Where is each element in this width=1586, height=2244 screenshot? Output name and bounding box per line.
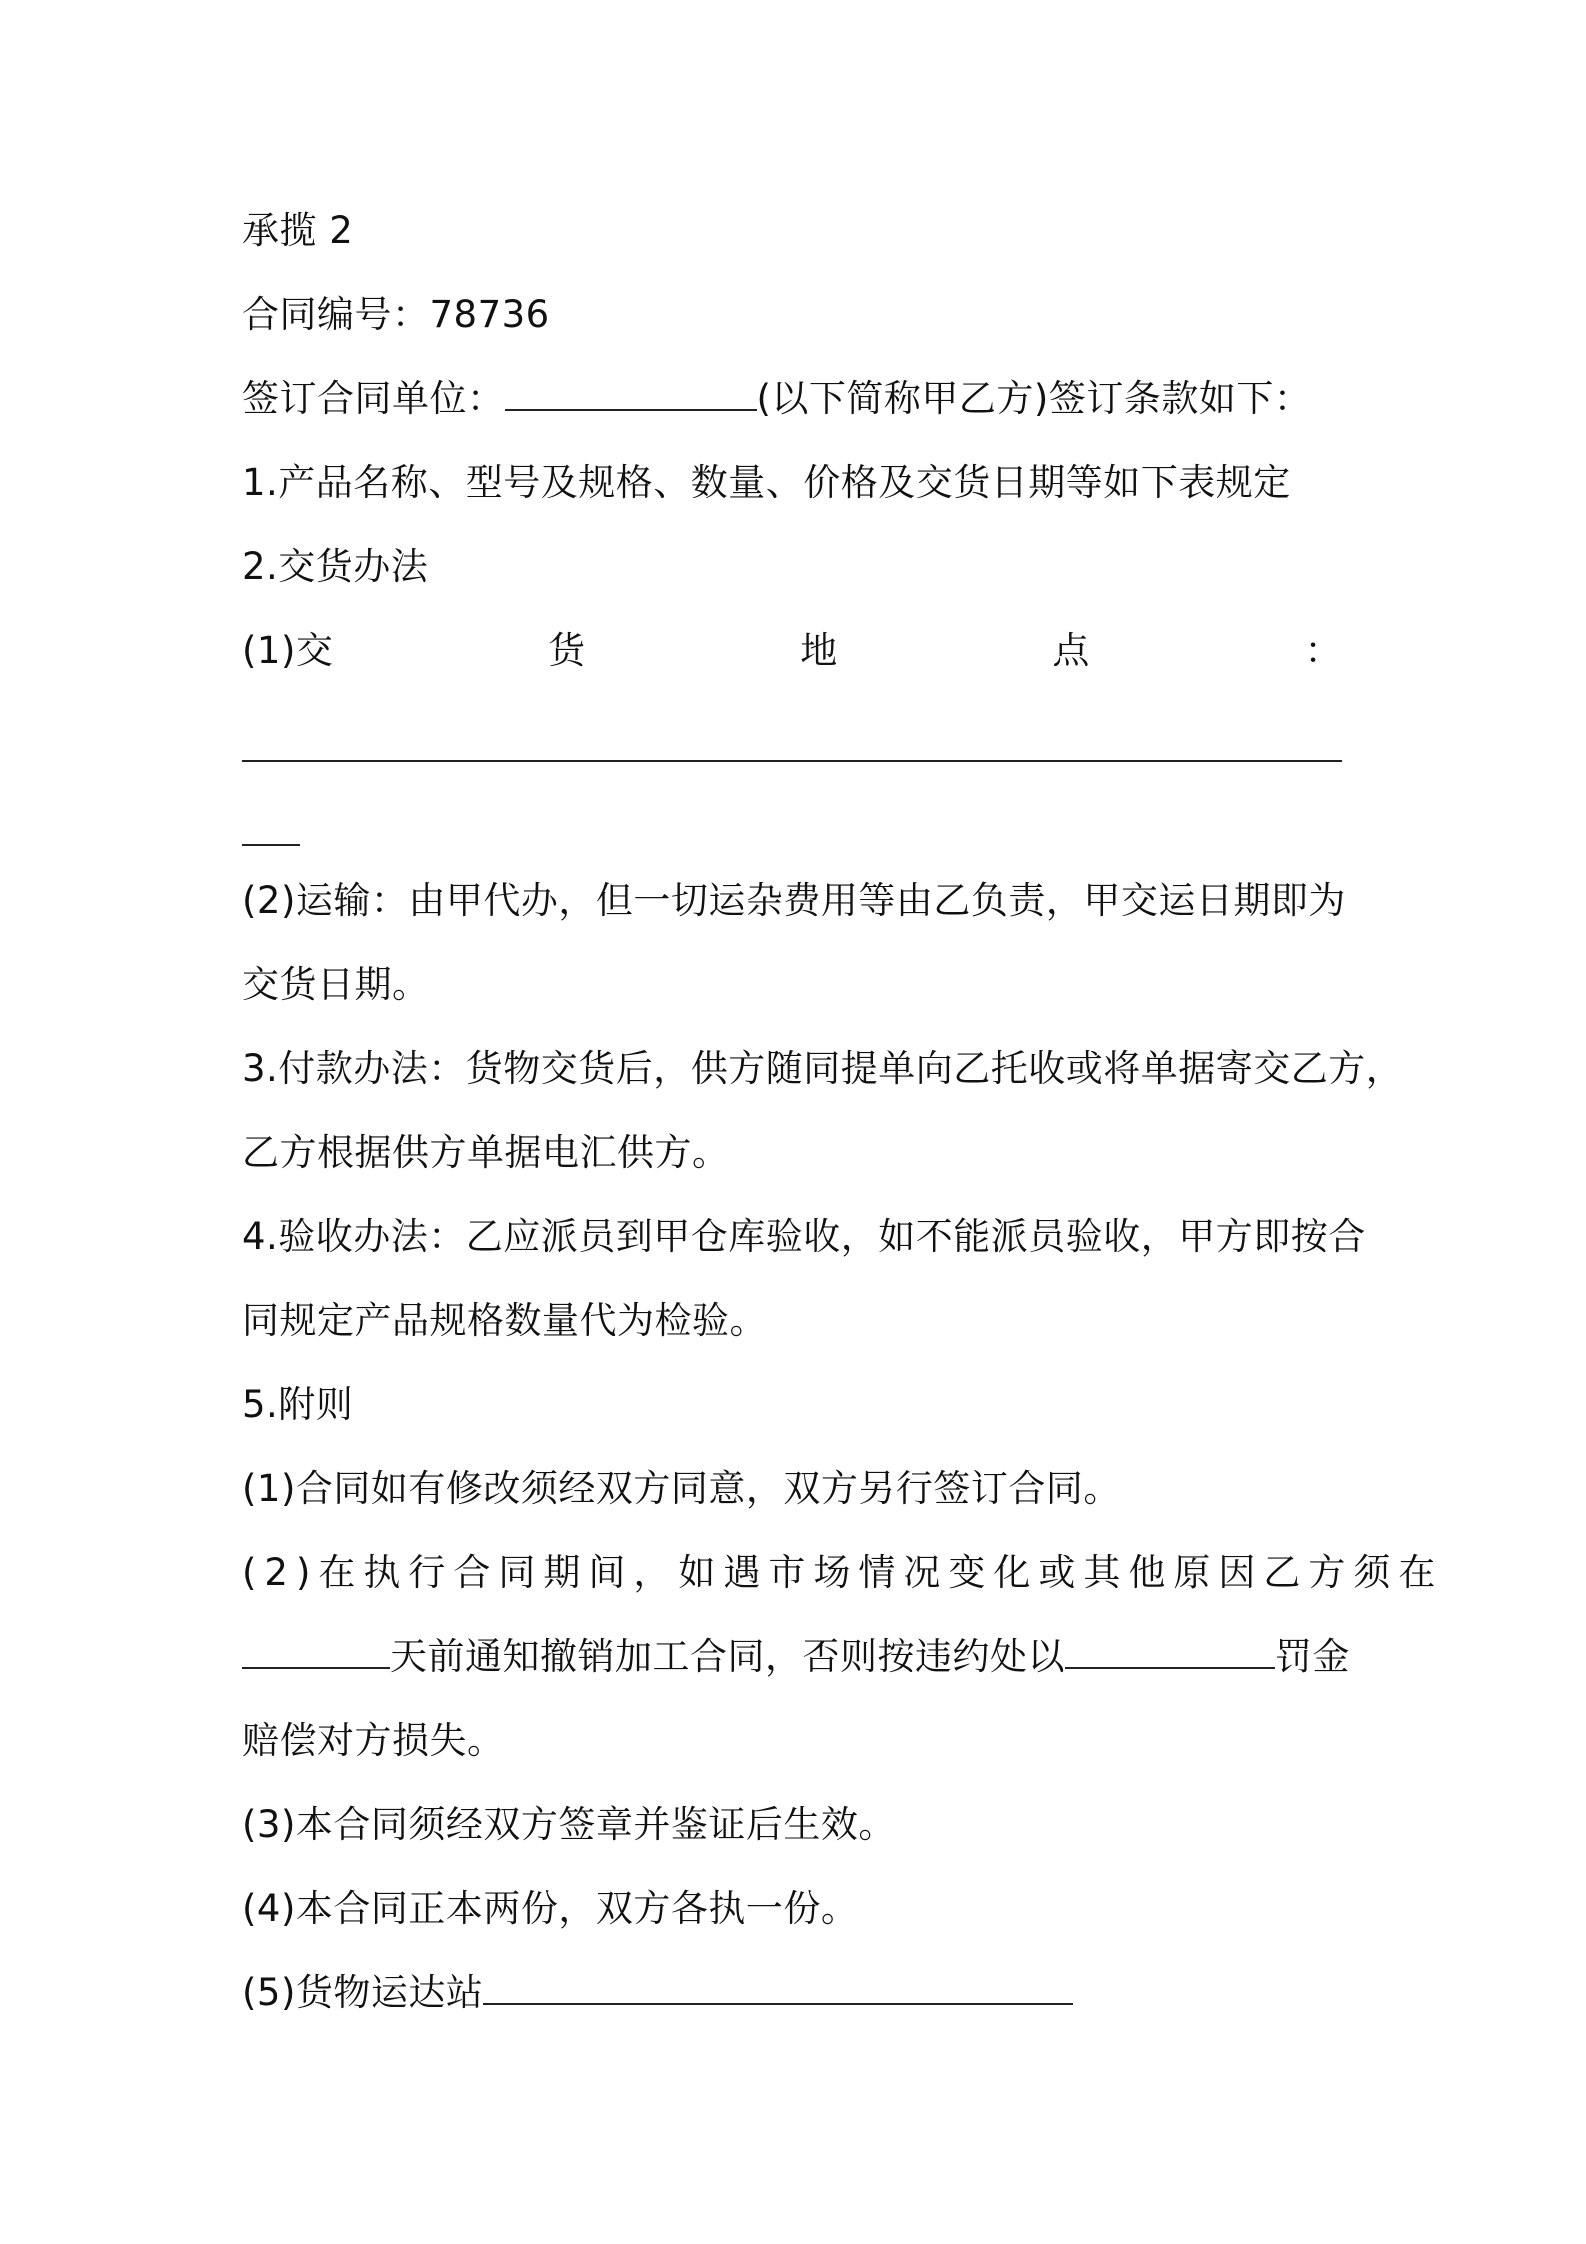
clause-2-heading: 2.交货办法 [242, 545, 429, 588]
rule-5 [242, 1968, 1073, 2018]
rule-5-prefix: (5)货物运达站 [242, 1971, 484, 2014]
delivery-place-blank-continuation [242, 844, 300, 846]
clause-1: 1.产品名称、型号及规格、数量、价格及交货日期等如下表规定 [242, 461, 1291, 504]
rule-3: (3)本合同须经双方签章并鉴证后生效。 [242, 1803, 896, 1846]
parties-suffix: (以下简称甲乙方)签订条款如下： [756, 377, 1312, 420]
contract-document [242, 0, 1444, 2244]
rule-2-line3: 赔偿对方损失。 [242, 1719, 505, 1762]
rule-4: (4)本合同正本两份，双方各执一份。 [242, 1887, 859, 1930]
delivery-place-line [242, 626, 1342, 676]
delivery-place-part: 地 [800, 629, 838, 672]
delivery-place-part: ： [1304, 629, 1342, 672]
delivery-place-blank-line [242, 760, 1342, 762]
contract-number: 合同编号：78736 [242, 293, 550, 336]
transport-clause-line1: (2)运输：由甲代办，但一切运杂费用等由乙负责，甲交运日期即为 [242, 879, 1346, 922]
contracting-parties [242, 374, 1311, 424]
parties-prefix: 签订合同单位： [242, 377, 505, 420]
document-title: 承揽 2 [242, 209, 354, 252]
days-blank [242, 1633, 390, 1669]
delivery-place-part: 货 [548, 629, 586, 672]
parties-blank [505, 375, 757, 411]
rule-2-line2 [242, 1632, 1350, 1682]
acceptance-clause-line2: 同规定产品规格数量代为检验。 [242, 1299, 767, 1342]
payment-clause-line1: 3.付款办法：货物交货后，供方随同提单向乙托收或将单据寄交乙方， [242, 1047, 1404, 1090]
penalty-blank [1065, 1633, 1275, 1669]
transport-clause-line2: 交货日期。 [242, 963, 430, 1006]
payment-clause-line2: 乙方根据供方单据电汇供方。 [242, 1131, 730, 1174]
rule-2-end-text: 罚金 [1275, 1635, 1350, 1678]
rule-2-line1 [242, 1548, 1444, 1598]
rule-2-line1-text: (2)在执行合同期间，如遇市场情况变化或其他原因乙方须在 [242, 1551, 1444, 1594]
delivery-place-part: (1)交 [242, 629, 334, 672]
acceptance-clause-line1: 4.验收办法：乙应派员到甲仓库验收，如不能派员验收，甲方即按合 [242, 1215, 1366, 1258]
arrival-station-blank [483, 1969, 1073, 2005]
delivery-place-part: 点 [1052, 629, 1090, 672]
clause-5-heading: 5.附则 [242, 1383, 354, 1426]
rule-2-middle-text: 天前通知撤销加工合同，否则按违约处以 [390, 1635, 1065, 1678]
rule-1: (1)合同如有修改须经双方同意，双方另行签订合同。 [242, 1467, 1121, 1510]
